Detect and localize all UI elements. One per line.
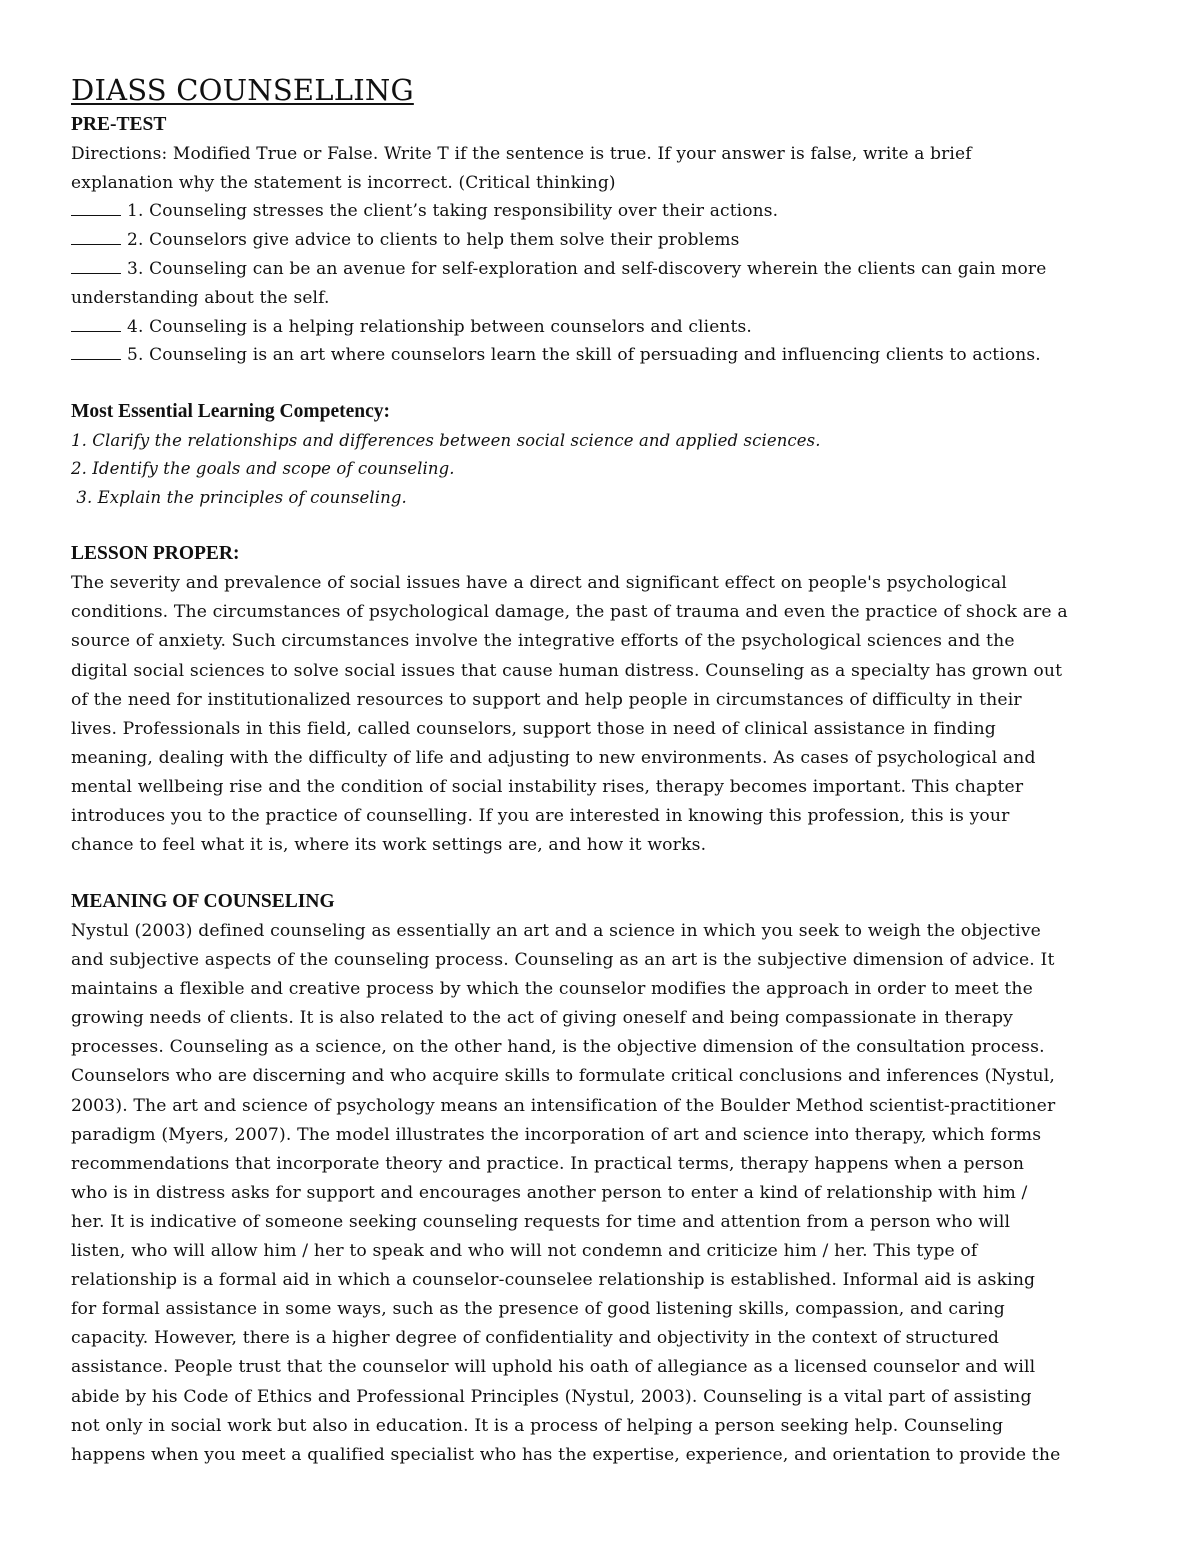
lesson-line: chance to feel what it is, where its work settings are, and how it works. (71, 835, 707, 856)
lesson-line: digital social sciences to solve social issues that cause human distress. Counseling as a specialty has grown out (71, 660, 1063, 681)
answer-blank[interactable] (71, 256, 121, 274)
lesson-line: The severity and prevalence of social issues have a direct and significant effect on people's psychological (71, 573, 1007, 594)
lesson-section (71, 540, 1141, 860)
lesson-line: meaning, dealing with the difficulty of life and adjusting to new environments. As cases of psychological and (71, 747, 1036, 768)
pretest-item-text: 3. Counseling can be an avenue for self-exploration and self-discovery wherein the clients can gain more (127, 258, 1047, 279)
pretest-item-text: 2. Counselors give advice to clients to help them solve their problems (127, 230, 740, 251)
pretest-item-4 (71, 313, 1141, 342)
lesson-heading: LESSON PROPER: (71, 543, 240, 565)
pretest-section (71, 111, 1141, 370)
meaning-line: 2003). The art and science of psychology means an intensification of the Boulder Method scientist-practitioner (71, 1095, 1056, 1116)
meaning-line: recommendations that incorporate theory and practice. In practical terms, therapy happens when a person (71, 1153, 1025, 1174)
answer-blank[interactable] (71, 198, 121, 216)
lesson-line: introduces you to the practice of counselling. If you are interested in knowing this profession, this is your (71, 806, 1010, 827)
meaning-line: relationship is a formal aid in which a counselor-counselee relationship is established. Informal aid is asking (71, 1270, 1036, 1291)
answer-blank[interactable] (71, 227, 121, 245)
meaning-heading: MEANING OF COUNSELING (71, 891, 335, 913)
competency-item-3: 3. Explain the principles of counseling. (71, 487, 407, 507)
lesson-line: mental wellbeing rise and the condition of social instability rises, therapy becomes important. This chapter (71, 776, 1024, 797)
competency-item-2: 2. Identify the goals and scope of counseling. (71, 459, 455, 479)
meaning-line: not only in social work but also in education. It is a process of helping a person seeking help. Counseling (71, 1415, 1004, 1436)
meaning-line: for formal assistance in some ways, such as the presence of good listening skills, compassion, and caring (71, 1299, 1005, 1320)
lesson-line: source of anxiety. Such circumstances involve the integrative efforts of the psychological sciences and the (71, 631, 1015, 652)
meaning-line: assistance. People trust that the counselor will uphold his oath of allegiance as a licensed counselor and will (71, 1357, 1036, 1378)
competency-item-1: 1. Clarify the relationships and differences between social science and applied sciences. (71, 430, 821, 450)
meaning-line: listen, who will allow him / her to speak and who will not condemn and criticize him / her. This type of (71, 1241, 978, 1262)
meaning-line: her. It is indicative of someone seeking counseling requests for time and attention from a person who will (71, 1211, 1011, 1232)
spacer (71, 860, 1141, 888)
meaning-line: Counselors who are discerning and who acquire skills to formulate critical conclusions and inferences (Nystul, (71, 1066, 1056, 1087)
pretest-item-text: 4. Counseling is a helping relationship between counselors and clients. (127, 316, 752, 337)
pretest-item-5 (71, 341, 1141, 370)
meaning-line: and subjective aspects of the counseling process. Counseling as an art is the subjective dimension of advice. It (71, 950, 1055, 971)
pretest-item-3 (71, 255, 1141, 284)
spacer (71, 370, 1141, 398)
meaning-line: capacity. However, there is a higher degree of confidentiality and objectivity in the context of structured (71, 1328, 1000, 1349)
directions-line-1: Directions: Modified True or False. Write T if the sentence is true. If your answer is false, write a brief (71, 143, 972, 164)
meaning-line: Nystul (2003) defined counseling as essentially an art and a science in which you seek to weigh the objective (71, 921, 1041, 941)
pretest-heading: PRE-TEST (71, 114, 167, 135)
competency-heading: Most Essential Learning Competency: (71, 401, 391, 423)
answer-blank[interactable] (71, 314, 121, 332)
meaning-line: happens when you meet a qualified specialist who has the expertise, experience, and orientation to provide the (71, 1444, 1061, 1465)
document-title: DIASS COUNSELLING (71, 73, 414, 107)
lesson-line: conditions. The circumstances of psychological damage, the past of trauma and even the practice of shock are a (71, 602, 1068, 623)
meaning-line: growing needs of clients. It is also related to the act of giving oneself and being compassionate in therapy (71, 1008, 1013, 1029)
pretest-item-3-continued: understanding about the self. (71, 287, 330, 308)
pretest-item-1 (71, 197, 1141, 226)
lesson-line: of the need for institutionalized resources to support and help people in circumstances of difficulty in their (71, 689, 1022, 710)
spacer (71, 512, 1141, 540)
meaning-line: abide by his Code of Ethics and Professional Principles (Nystul, 2003). Counseling is a vital part of assisting (71, 1386, 1032, 1407)
meaning-line: maintains a flexible and creative process by which the counselor modifies the approach in order to meet the (71, 979, 1033, 1000)
meaning-line: who is in distress asks for support and encourages another person to enter a kind of relationship with him / (71, 1182, 1028, 1203)
document-page (71, 72, 1141, 1470)
lesson-line: lives. Professionals in this field, called counselors, support those in need of clinical assistance in finding (71, 718, 996, 739)
answer-blank[interactable] (71, 342, 121, 360)
directions-line-2: explanation why the statement is incorrect. (Critical thinking) (71, 172, 616, 193)
competency-section (71, 398, 1141, 512)
meaning-line: paradigm (Myers, 2007). The model illustrates the incorporation of art and science into therapy, which forms (71, 1124, 1042, 1145)
pretest-item-text: 5. Counseling is an art where counselors learn the skill of persuading and influencing clients to actions. (127, 345, 1041, 366)
meaning-line: processes. Counseling as a science, on the other hand, is the objective dimension of the consultation process. (71, 1037, 1045, 1058)
pretest-item-text: 1. Counseling stresses the client’s taking responsibility over their actions. (127, 201, 779, 222)
pretest-item-2 (71, 226, 1141, 255)
meaning-section (71, 888, 1141, 1470)
